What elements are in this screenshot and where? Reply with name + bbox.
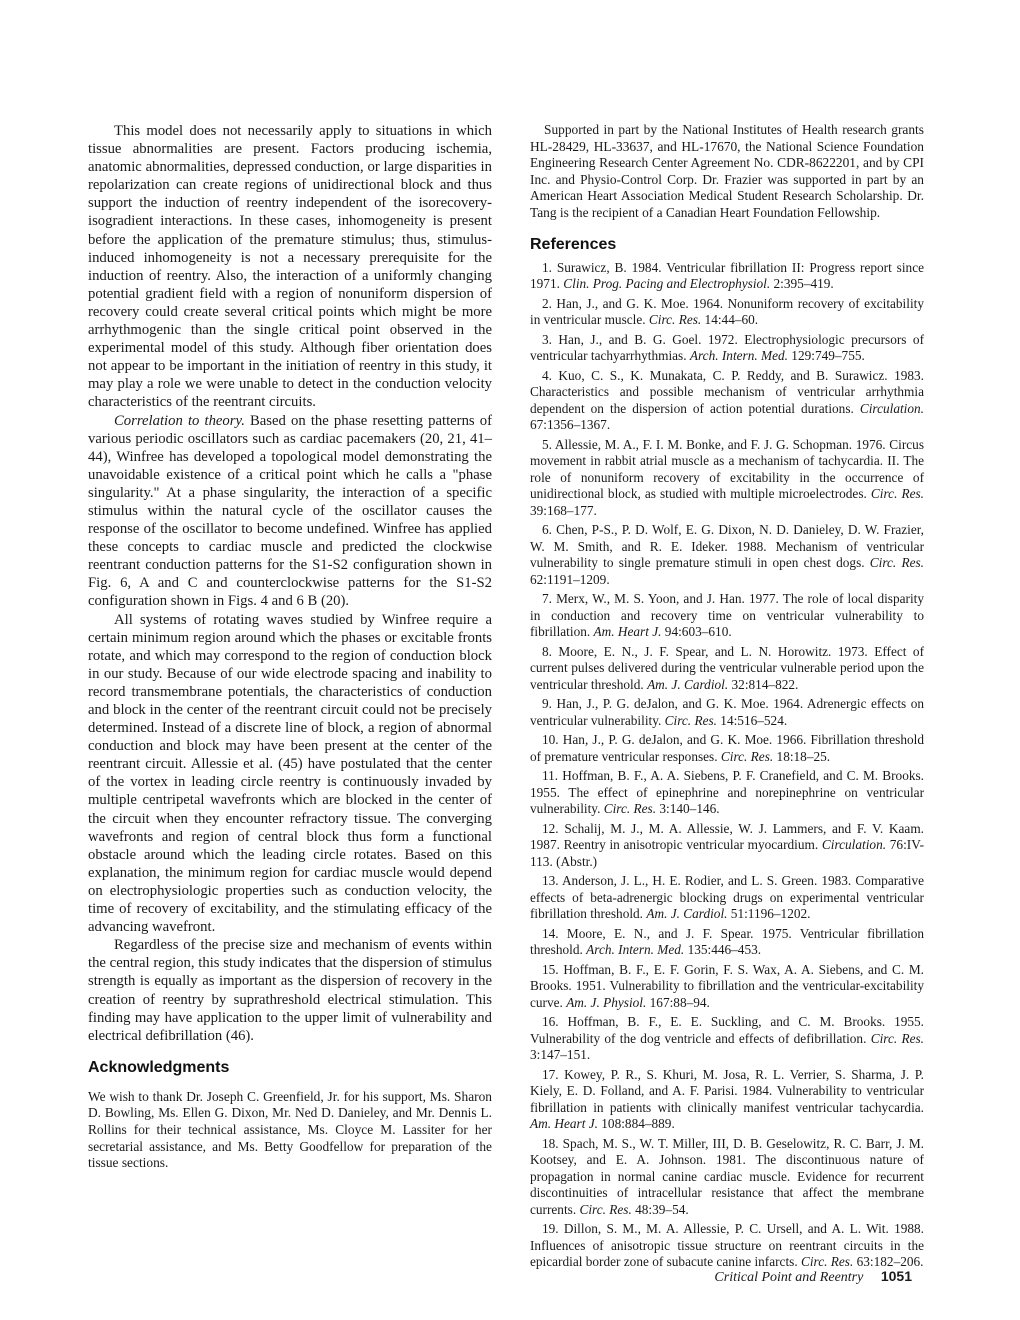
journal-name: Am. J. Cardiol. (646, 906, 728, 922)
journal-name: Am. Heart J. (530, 1116, 598, 1132)
reference-item: 15. Hoffman, B. F., E. F. Gorin, F. S. Wax, A. A. Siebens, and C. M. Brooks. 1951. Vulnerability to fibrillation and the ventricular-excitability curve. Am. J. Physiol. 167:88–94. (530, 961, 924, 1010)
paragraph-lead: Correlation to theory. (114, 412, 245, 429)
reference-item: 4. Kuo, C. S., K. Munakata, C. P. Reddy, and B. Surawicz. 1983. Characteristics and possible mechanism of ventricular arrhythmia dependent on the dispersion of action potential durations. Circulation. 67:1356–1367. (530, 367, 924, 433)
reference-item: 17. Kowey, P. R., S. Khuri, M. Josa, R. L. Verrier, S. Sharma, J. P. Kiely, E. D. Folland, and A. F. Parisi. 1984. Vulnerability to ventricular fibrillation in patients with clinically manifest ventricular tachycardia. Am. Heart J. 108:884–889. (530, 1066, 924, 1132)
reference-item: 10. Han, J., P. G. deJalon, and G. K. Moe. 1966. Fibrillation threshold of premature ventricular responses. Circ. Res. 18:18–25. (530, 732, 924, 764)
journal-name: Arch. Intern. Med. (689, 348, 788, 364)
reference-item: 13. Anderson, J. L., H. E. Rodier, and L. S. Green. 1983. Comparative effects of beta-adrenergic blocking drugs on experimental ventricular fibrillation threshold. Am. J. Cardiol. 51:1196–1202. (530, 873, 924, 922)
journal-name: Circulation. (859, 400, 924, 416)
reference-item: 6. Chen, P-S., P. D. Wolf, E. G. Dixon, N. D. Danieley, D. W. Frazier, W. M. Smith, and R. E. Ideker. 1988. Mechanism of ventricular vulnerability to single premature stimuli in open chest dogs. Circ. Res. 62:1191–1209. (530, 522, 924, 587)
references-heading: References (530, 235, 617, 253)
journal-name: Circ. Res. (648, 312, 702, 328)
body-paragraph: All systems of rotating waves studied by Winfree require a certain minimum region around which the phases or excitable fronts rotate, and which may correspond to the region of conduction block in our study. Because of our wide electrode spacing and inability to record transmembrane potentials, the characteristics of conduction and block in the center of the reentrant circuit could not be precisely determined. Instead of a discrete line of block, a region of abnormal conduction and block may have been present at the center of the reentrant circuit. Allessie et al. (45) have postulated that the center of the vortex in leading circle reentry is continuously invaded by multiple centripetal wavefronts which are blocked in the center of the circuit when they encounter refractory tissue. The converging wavefronts and region of central block thus form a functional obstacle around which the leading circle rotates. Based on this explanation, the minimum region for cardiac muscle would depend on electrophysiologic properties such as conduction velocity, the time of recovery of excitability, and the stimulating efficacy of the advancing wavefront. (88, 611, 492, 936)
right-column (530, 122, 924, 1274)
acknowledgments-text: We wish to thank Dr. Joseph C. Greenfield, Jr. for his support, Ms. Sharon D. Bowling, Ms. Ellen G. Dixon, Mr. Ned D. Danieley, and Mr. Dennis L. Rollins for their technical assistance, Ms. Cloyce M. Lassiter for her secretarial assistance, and Ms. Betty Goodfellow for preparation of the tissue sections. (88, 1088, 492, 1171)
journal-name: Am. J. Physiol. (566, 994, 647, 1010)
reference-item: 5. Allessie, M. A., F. I. M. Bonke, and F. J. G. Schopman. 1976. Circus movement in rabbit atrial muscle as a mechanism of tachycardia. II. The role of nonuniform recovery of excitability in the occurrence of unidirectional block, as studied with multiple microelectrodes. Circ. Res. 39:168–177. (530, 436, 924, 518)
reference-item: 8. Moore, E. N., J. F. Spear, and L. N. Horowitz. 1973. Effect of current pulses delivered during the ventricular vulnerable period upon the ventricular threshold. Am. J. Cardiol. 32:814–822. (530, 643, 924, 692)
funding-statement: Supported in part by the National Institutes of Health research grants HL-28429, HL-33637, and HL-17670, the National Science Foundation Engineering Research Center Agreement No. CDR-8622201, and by CPI Inc. and Physio-Control Corp. Dr. Frazier was supported in part by an American Heart Association Medical Student Research Scholarship. Dr. Tang is the recipient of a Canadian Heart Foundation Fellowship. (530, 122, 924, 220)
journal-name: Circ. Res. (800, 1254, 854, 1270)
left-column (88, 122, 492, 1172)
running-title: Critical Point and Reentry (714, 1270, 864, 1285)
reference-item: 14. Moore, E. N., and J. F. Spear. 1975. Ventricular fibrillation threshold. Arch. Intern. Med. 135:446–453. (530, 925, 924, 958)
journal-name: Circ. Res. (720, 748, 774, 764)
journal-name: Am. J. Cardiol. (647, 676, 729, 692)
body-paragraph: Regardless of the precise size and mechanism of events within the central region, this study indicates that the dispersion of stimulus strength is equally as important as the dispersion of recovery in the creation of reentry by suprathreshold electrical stimulation. This finding may have application to the upper limit of vulnerability and electrical defibrillation (46). (88, 937, 492, 1044)
page-number: 1051 (880, 1268, 912, 1284)
journal-name: Circ. Res. (870, 1030, 924, 1046)
reference-item: 3. Han, J., and B. G. Goel. 1972. Electrophysiologic precursors of ventricular tachyarrhythmias. Arch. Intern. Med. 129:749–755. (530, 331, 924, 364)
journal-name: Circ. Res. (870, 486, 924, 502)
references-list (530, 260, 924, 1271)
reference-item: 18. Spach, M. S., W. T. Miller, III, D. B. Geselowitz, R. C. Barr, J. M. Kootsey, and E. A. Johnson. 1981. The discontinuous nature of propagation in normal canine cardiac muscle. Evidence for recurrent discontinuities of intracellular resistance that affect the membrane currents. Circ. Res. 48:39–54. (530, 1135, 924, 1217)
journal-name: Clin. Prog. Pacing and Electrophysiol. (563, 276, 771, 292)
journal-name: Circ. Res. (603, 801, 657, 817)
journal-name: Arch. Intern. Med. (586, 942, 685, 958)
reference-item: 12. Schalij, M. J., M. A. Allessie, W. J. Lammers, and F. V. Kaam. 1987. Reentry in anisotropic ventricular myocardium. Circulation. 76:IV-113. (Abstr.) (530, 820, 924, 869)
reference-item: 7. Merx, W., M. S. Yoon, and J. Han. 1977. The role of local disparity in conduction and recovery time on ventricular vulnerability to fibrillation. Am. Heart J. 94:603–610. (530, 591, 924, 640)
reference-item: 16. Hoffman, B. F., E. E. Suckling, and C. M. Brooks. 1955. Vulnerability of the dog ventricle and effects of defibrillation. Circ. Res. 3:147–151. (530, 1014, 924, 1063)
reference-item: 1. Surawicz, B. 1984. Ventricular fibrillation II: Progress report since 1971. Clin. Prog. Pacing and Electrophysiol. 2:395–419. (530, 259, 924, 292)
body-paragraph: Correlation to theory. Based on the phase resetting patterns of various periodic oscillators such as cardiac pacemakers (20, 21, 41–44), Winfree has developed a topological model demonstrating the unavoidable existence of a critical point which he calls a "phase singularity." At a phase singularity, the interaction of a specific stimulus within the natural cycle of the oscillator causes the response of the oscillator to become undefined. Winfree has applied these concepts to cardiac muscle and predicted the clockwise reentrant conduction patterns for the S1-S2 configuration shown in Fig. 6, A and C and counterclockwise patterns for the S1-S2 configuration shown in Figs. 4 and 6 B (20). (88, 412, 492, 610)
reference-item: 2. Han, J., and G. K. Moe. 1964. Nonuniform recovery of excitability in ventricular muscle. Circ. Res. 14:44–60. (530, 295, 924, 328)
journal-name: Circ. Res. (579, 1201, 632, 1217)
journal-name: Am. Heart J. (593, 624, 662, 640)
body-paragraph: This model does not necessarily apply to situations in which tissue abnormalities are present. Factors producing ischemia, anatomic abnormalities, depressed conduction, or large disparities in repolarization can create regions of unidirectional block and thus support the induction of reentry independent of the isorecovery-isogradient interactions. In these cases, inhomogeneity is present before the application of the premature stimulus; thus, stimulus-induced inhomogeneity is not a necessary prerequisite for the induction of reentry. Also, the interaction of a uniformly changing potential gradient field with a region of nonuniform dispersion of recovery could create several critical points which might be more arrhythmogenic than the single critical point observed in the experimental model of this study. Although fiber orientation does not appear to be important in the initiation of reentry in this study, it may play a role we were unable to detect in the conduction velocity characteristics of the reentrant circuits. (88, 123, 492, 411)
acknowledgments-heading: Acknowledgments (88, 1058, 230, 1076)
journal-name: Circulation. (821, 837, 887, 853)
page-footer (714, 1268, 912, 1286)
reference-item: 9. Han, J., P. G. deJalon, and G. K. Moe. 1964. Adrenergic effects on ventricular vulnerability. Circ. Res. 14:516–524. (530, 696, 924, 728)
journal-name: Circ. Res. (869, 555, 924, 571)
journal-name: Circ. Res. (664, 712, 717, 728)
reference-item: 11. Hoffman, B. F., A. A. Siebens, P. F. Cranefield, and C. M. Brooks. 1955. The effect of epinephrine and norepinephrine on ventricular vulnerability. Circ. Res. 3:140–146. (530, 768, 924, 817)
reference-item: 19. Dillon, S. M., M. A. Allessie, P. C. Ursell, and A. L. Wit. 1988. Influences of anisotropic tissue structure on reentrant circuits in the epicardial border zone of subacute canine infarcts. Circ. Res. 63:182–206. (530, 1221, 924, 1270)
